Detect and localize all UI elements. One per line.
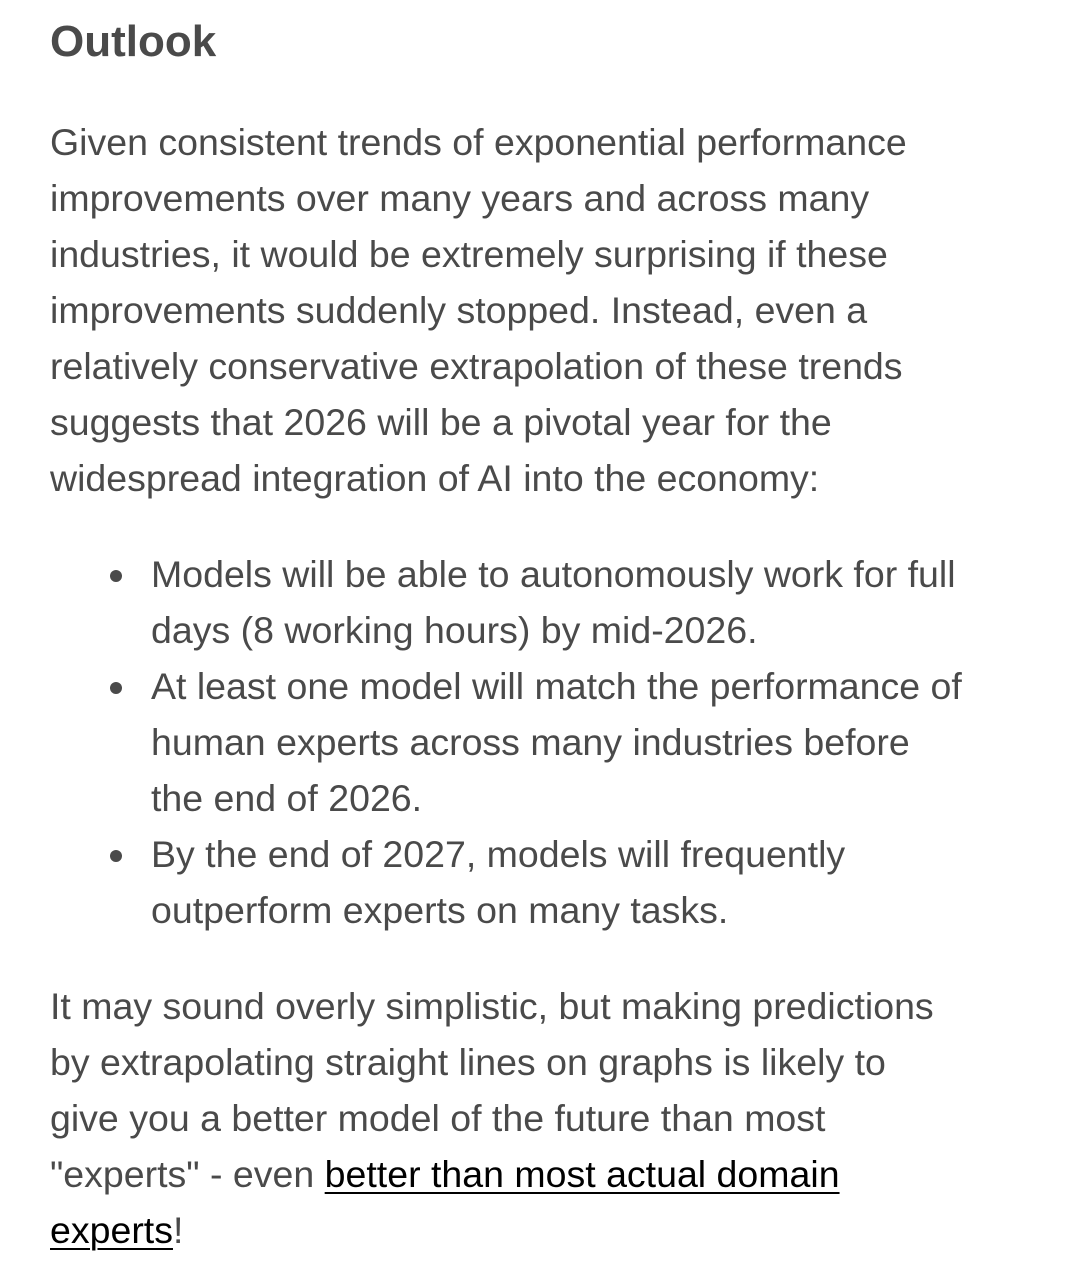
closing-line bbox=[50, 1202, 934, 1258]
prediction-line: outperform experts on many tasks. bbox=[151, 889, 729, 931]
prediction-item bbox=[50, 546, 962, 658]
section-heading: Outlook bbox=[50, 17, 217, 66]
intro-line: suggests that 2026 will be a pivotal year for the bbox=[50, 401, 832, 443]
bullet-icon bbox=[110, 570, 122, 582]
prediction-line: human experts across many industries before bbox=[151, 721, 910, 763]
closing-text: "experts" - even bbox=[50, 1153, 325, 1195]
intro-line: Given consistent trends of exponential performance bbox=[50, 121, 907, 163]
intro-line: improvements over many years and across many bbox=[50, 177, 870, 219]
prediction-line: By the end of 2027, models will frequently bbox=[151, 833, 846, 875]
closing-exclamation: ! bbox=[172, 1209, 184, 1251]
intro-line: industries, it would be extremely surprising if these bbox=[50, 233, 888, 275]
bullet-icon bbox=[110, 682, 122, 694]
closing-line: by extrapolating straight lines on graphs is likely to bbox=[50, 1041, 886, 1083]
prediction-line: the end of 2026. bbox=[151, 777, 423, 819]
closing-paragraph bbox=[50, 978, 934, 1258]
intro-paragraph bbox=[50, 114, 907, 506]
domain-experts-link-continued[interactable]: experts bbox=[50, 1209, 173, 1251]
closing-line bbox=[50, 1146, 934, 1202]
prediction-item bbox=[50, 826, 962, 938]
domain-experts-link[interactable]: better than most actual domain bbox=[324, 1153, 840, 1195]
prediction-line: days (8 working hours) by mid-2026. bbox=[151, 609, 758, 651]
intro-line: widespread integration of AI into the economy: bbox=[50, 457, 820, 499]
intro-line: improvements suddenly stopped. Instead, even a bbox=[50, 289, 868, 331]
closing-line: give you a better model of the future than most bbox=[50, 1097, 826, 1139]
closing-line: It may sound overly simplistic, but making predictions bbox=[50, 985, 934, 1027]
intro-line: relatively conservative extrapolation of these trends bbox=[50, 345, 903, 387]
prediction-line: At least one model will match the performance of bbox=[151, 665, 962, 707]
prediction-item bbox=[50, 658, 962, 826]
prediction-line: Models will be able to autonomously work for full bbox=[151, 553, 956, 595]
bullet-icon bbox=[110, 850, 122, 862]
prediction-list bbox=[50, 546, 962, 938]
